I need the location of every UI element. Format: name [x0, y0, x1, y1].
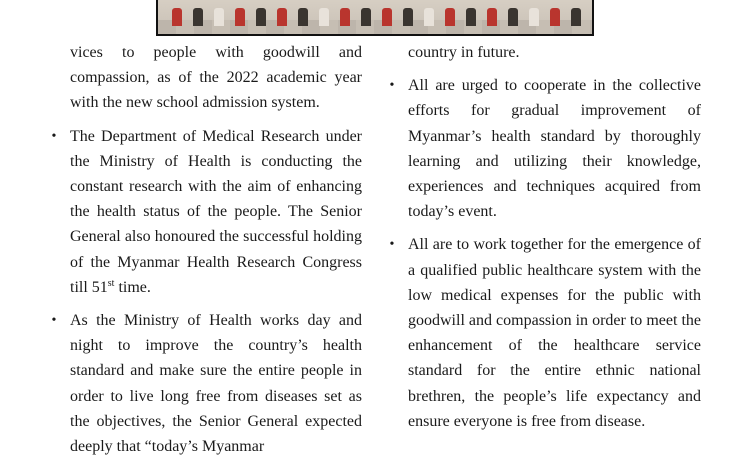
ordinal-suffix: st	[107, 277, 115, 289]
photo-person	[256, 8, 266, 26]
left-bullet-1-tail: time.	[114, 278, 151, 296]
photo-person	[550, 8, 560, 26]
photo-person	[298, 8, 308, 26]
left-bullet-medical-research	[51, 124, 362, 300]
bullet-dot: •	[389, 78, 395, 94]
photo-person	[193, 8, 203, 26]
bullet-dot: •	[51, 313, 57, 329]
bullet-dot: •	[51, 128, 57, 144]
right-column	[386, 40, 701, 442]
left-bullet-ministry-health	[51, 308, 362, 459]
photo-person	[571, 8, 581, 26]
photo-person	[361, 8, 371, 26]
photo-person	[214, 8, 224, 26]
photo-person	[340, 8, 350, 26]
left-bullet-1-text: The Department of Medical Research under the Ministry of Health is conducting the constant research with the aim of enhancing the health status of the people. The Senior General also honoured the successful holding of the Myanmar Health Research Congress till 51	[70, 127, 362, 296]
photo-person	[445, 8, 455, 26]
right-bullet-work-together	[389, 232, 701, 434]
photo-person	[508, 8, 518, 26]
right-bullet-1-text: All are urged to cooperate in the collective efforts for gradual improvement of Myanmar’s health standard by thoroughly learning and utilizing their knowledge, experiences and techniques acquired from today’s event.	[408, 77, 701, 221]
left-bullet-2-text: As the Ministry of Health works day and night to improve the country’s health standard and make sure the entire people in order to live long free from diseases set as the objectives, the Senior General expected deeply that “today’s Myanmar	[70, 312, 362, 456]
right-bullet-2-text: All are to work together for the emergence of a qualified public healthcare system with the low medical expenses for the public with goodwill and compassion in order to meet the enhancement of the healthcare service standard for the entire ethnic national brethren, the people’s life expectancy and ensure everyone is free from disease.	[408, 236, 701, 430]
photo-person	[277, 8, 287, 26]
photo-person	[529, 8, 539, 26]
photo-person	[403, 8, 413, 26]
right-bullet-cooperate	[389, 73, 701, 224]
right-continuation-paragraph: country in future.	[408, 44, 520, 61]
photo-person	[235, 8, 245, 26]
photo-person	[487, 8, 497, 26]
photo-person	[382, 8, 392, 26]
photo-person	[466, 8, 476, 26]
left-continuation-paragraph: vices to people with goodwill and compassion, as of the 2022 academic year with the new school admission system.	[70, 44, 362, 112]
photo-person	[424, 8, 434, 26]
left-column	[48, 40, 362, 467]
photo-person	[172, 8, 182, 26]
bullet-dot: •	[389, 237, 395, 253]
group-photo	[156, 0, 594, 36]
photo-person	[319, 8, 329, 26]
